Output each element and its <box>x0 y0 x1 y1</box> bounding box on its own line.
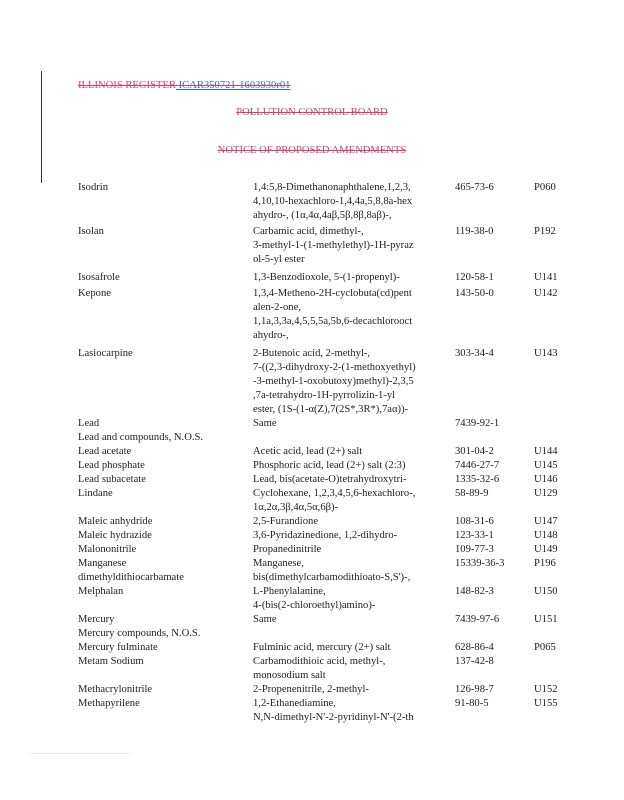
chemical-name <box>253 543 453 557</box>
waste-code: U147 <box>534 516 558 527</box>
cas-number: 7446-27-7 <box>455 460 500 471</box>
chemical-name-line: 1,4:5,8-Dimethanonaphthalene,1,2,3, <box>253 182 411 193</box>
chemical-name <box>253 181 453 223</box>
substance-name: Methacrylonitrile <box>78 684 153 695</box>
cas-number: 109-77-3 <box>455 544 494 555</box>
chemical-name <box>253 641 453 655</box>
chemical-name-line: ahydro-, (1α,4α,4aβ,5β,8β,8aβ)-, <box>253 210 392 221</box>
chemical-name <box>253 571 453 585</box>
waste-code: P065 <box>534 642 556 653</box>
substance-name: Mercury <box>78 614 115 625</box>
cas-number: 120-58-1 <box>455 272 494 283</box>
cas-number: 465-73-6 <box>455 182 494 193</box>
substance-name: Lead acetate <box>78 446 132 457</box>
chemical-name-line: 2-Butenoic acid, 2-methyl-, <box>253 348 371 359</box>
chemical-name-line: 2-Propenenitrile, 2-methyl- <box>253 684 369 695</box>
chemical-name <box>253 655 453 683</box>
chemical-name-line: Carbamic acid, dimethyl-, <box>253 226 364 237</box>
waste-code: U150 <box>534 586 558 597</box>
substance-name: Lead subacetate <box>78 474 146 485</box>
chemical-name <box>253 225 453 267</box>
waste-code: U151 <box>534 614 558 625</box>
notice-title: NOTICE OF PROPOSED AMENDMENTS <box>217 145 407 156</box>
table-row <box>78 557 578 571</box>
chemical-name <box>253 697 453 725</box>
chemical-name <box>253 287 453 343</box>
chemical-name-line: Cyclohexane, 1,2,3,4,5,6-hexachloro-, <box>253 488 416 499</box>
table-row <box>78 287 578 343</box>
hazardous-substance-table <box>78 181 578 725</box>
chemical-name-line: L-Phenylalanine, <box>253 586 326 597</box>
table-row <box>78 543 578 557</box>
chemical-name-line <box>253 627 453 641</box>
cas-number: 119-38-0 <box>455 226 494 237</box>
chemical-name <box>253 445 453 459</box>
chemical-name-line: 1,1a,3,3a,4,5,5,5a,5b,6-decachlorooct <box>253 316 413 327</box>
chemical-name-line: 3-methyl-1-(1-methylethyl)-1H-pyraz <box>253 240 414 251</box>
chemical-name-line: N,N-dimethyl-N'-2-pyridinyl-N'-(2-th <box>253 712 414 723</box>
cas-number: 137-42-8 <box>455 656 494 667</box>
table-row <box>78 445 578 459</box>
chemical-name <box>253 529 453 543</box>
chemical-name-line: Phosphoric acid, lead (2+) salt (2:3) <box>253 460 406 471</box>
chemical-name <box>253 473 453 487</box>
substance-name: Lasiocarpine <box>78 348 133 359</box>
chemical-name <box>253 271 453 285</box>
chemical-name-line: 3,6-Pyridazinedione, 1,2-dihydro- <box>253 530 398 541</box>
chemical-name-line: bis(dimethylcarbamodithioato-S,S')-, <box>253 572 411 583</box>
waste-code: U152 <box>534 684 558 695</box>
cas-number: 58-89-9 <box>455 488 489 499</box>
table-row <box>78 271 578 285</box>
change-bar <box>41 71 42 183</box>
substance-name: Kepone <box>78 288 111 299</box>
waste-code: U144 <box>534 446 558 457</box>
chemical-name <box>253 585 453 613</box>
chemical-name <box>253 417 453 431</box>
register-title: ILLINOIS REGISTER <box>78 80 176 91</box>
waste-code: P060 <box>534 182 556 193</box>
cas-number: 91-80-5 <box>455 698 489 709</box>
table-row <box>78 641 578 655</box>
table-row <box>78 515 578 529</box>
chemical-name <box>253 627 453 641</box>
chemical-name-line: 2,5-Furandione <box>253 516 319 527</box>
chemical-name <box>253 431 453 445</box>
substance-name: Lindane <box>78 488 113 499</box>
chemical-name-line: ,7a-tetrahydro-1H-pyrrolizin-1-yl <box>253 390 396 401</box>
chemical-name-line: Acetic acid, lead (2+) salt <box>253 446 363 457</box>
table-row <box>78 181 578 223</box>
cas-number: 1335-32-6 <box>455 474 500 485</box>
waste-code: U141 <box>534 272 558 283</box>
register-header <box>78 80 290 91</box>
table-row <box>78 347 578 417</box>
substance-name: Metam Sodium <box>78 656 144 667</box>
substance-name: Lead phosphate <box>78 460 145 471</box>
table-row <box>78 225 578 267</box>
chemical-name-line: 1,2-Ethanediamine, <box>253 698 336 709</box>
waste-code: P192 <box>534 226 556 237</box>
table-row <box>78 571 578 585</box>
chemical-name-line: -3-methyl-1-oxobutoxy)methyl)-2,3,5 <box>253 376 414 387</box>
chemical-name-line <box>253 431 453 445</box>
chemical-name-line: Lead, bis(acetate-O)tetrahydroxytri- <box>253 474 407 485</box>
chemical-name-line: 7-((2,3-dihydroxy-2-(1-methoxyethyl) <box>253 362 416 373</box>
substance-name: dimethyldithiocarbamate <box>78 572 184 583</box>
cas-number: 628-86-4 <box>455 642 494 653</box>
cas-number: 148-82-3 <box>455 586 494 597</box>
chemical-name-line: ahydro-, <box>253 330 289 341</box>
substance-name: Isodrin <box>78 182 109 193</box>
substance-name: Melphalan <box>78 586 124 597</box>
chemical-name-line: 1,3,4-Metheno-2H-cyclobuta(cd)pent <box>253 288 412 299</box>
substance-name: Maleic anhydride <box>78 516 153 527</box>
table-row <box>78 613 578 627</box>
table-row <box>78 697 578 725</box>
waste-code: U148 <box>534 530 558 541</box>
substance-name: Lead and compounds, N.O.S. <box>78 432 204 443</box>
cas-number: 108-31-6 <box>455 516 494 527</box>
table-row <box>78 585 578 613</box>
chemical-name-line: Same <box>253 418 277 429</box>
chemical-name <box>253 487 453 515</box>
chemical-name-line: Fulminic acid, mercury (2+) salt <box>253 642 391 653</box>
cas-number: 126-98-7 <box>455 684 494 695</box>
footer-rule <box>30 753 130 754</box>
cas-number: 7439-97-6 <box>455 614 500 625</box>
substance-name: Mercury fulminate <box>78 642 158 653</box>
waste-code: U149 <box>534 544 558 555</box>
waste-code: U146 <box>534 474 558 485</box>
chemical-name-line: alen-2-one, <box>253 302 301 313</box>
waste-code: U145 <box>534 460 558 471</box>
substance-name: Lead <box>78 418 100 429</box>
chemical-name-line: 4-(bis(2-chloroethyl)amino)- <box>253 600 376 611</box>
chemical-name-line: 4,10,10-hexachloro-1,4,4a,5,8,8a-hex <box>253 196 413 207</box>
table-row <box>78 459 578 473</box>
waste-code: U143 <box>534 348 558 359</box>
cas-number: 303-34-4 <box>455 348 494 359</box>
table-row <box>78 683 578 697</box>
table-row <box>78 627 578 641</box>
table-row <box>78 473 578 487</box>
register-link[interactable]: ICAR350721-1603930r01 <box>175 80 291 91</box>
chemical-name-line: 1α,2α,3β,4α,5α,6β)- <box>253 502 339 513</box>
cas-number: 301-04-2 <box>455 446 494 457</box>
waste-code: U155 <box>534 698 558 709</box>
chemical-name-line: Carbamodithioic acid, methyl-, <box>253 656 386 667</box>
substance-name: Isosafrole <box>78 272 120 283</box>
chemical-name-line: Manganese, <box>253 558 304 569</box>
chemical-name-line: ol-5-yl ester <box>253 254 305 265</box>
table-row <box>78 487 578 515</box>
table-row <box>78 529 578 543</box>
cas-number: 7439-92-1 <box>455 418 500 429</box>
board-title: POLLUTION CONTROL BOARD <box>236 107 388 118</box>
substance-name: Malononitrile <box>78 544 137 555</box>
table-row <box>78 431 578 445</box>
chemical-name <box>253 613 453 627</box>
waste-code: U142 <box>534 288 558 299</box>
table-row <box>78 417 578 431</box>
chemical-name <box>253 347 453 417</box>
chemical-name-line: Propanedinitrile <box>253 544 322 555</box>
cas-number: 15339-36-3 <box>455 558 505 569</box>
chemical-name-line: ester, (1S-(1-α(Z),7(2S*,3R*),7aα))- <box>253 404 409 415</box>
chemical-name-line: Same <box>253 614 277 625</box>
waste-code: P196 <box>534 558 556 569</box>
chemical-name-line: monosodium salt <box>253 670 326 681</box>
waste-code: U129 <box>534 488 558 499</box>
substance-name: Manganese <box>78 558 127 569</box>
table-row <box>78 655 578 683</box>
chemical-name-line: 1,3-Benzodioxole, 5-(1-propenyl)- <box>253 272 400 283</box>
substance-name: Mercury compounds, N.O.S. <box>78 628 201 639</box>
chemical-name <box>253 683 453 697</box>
cas-number: 123-33-1 <box>455 530 494 541</box>
chemical-name <box>253 459 453 473</box>
chemical-name <box>253 515 453 529</box>
substance-name: Methapyrilene <box>78 698 140 709</box>
chemical-name <box>253 557 453 571</box>
substance-name: Isolan <box>78 226 104 237</box>
substance-name: Maleic hydrazide <box>78 530 152 541</box>
cas-number: 143-50-0 <box>455 288 494 299</box>
